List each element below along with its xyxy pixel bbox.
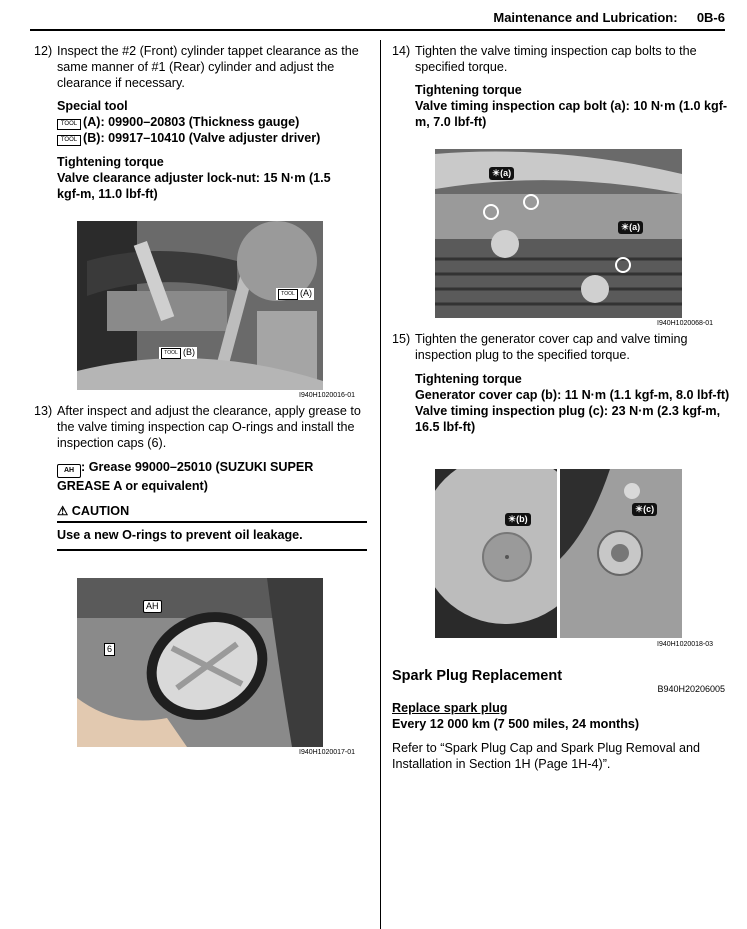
reference-text: Refer to “Spark Plug Cap and Spark Plug Removal and Installation in Section 1H (Page 1H-4)”. <box>392 741 701 771</box>
tool-icon: TOOL <box>278 289 298 300</box>
grease-icon: AH <box>143 600 162 613</box>
step-number: 13) <box>34 404 53 418</box>
label-a: TOOL (A) <box>276 288 314 300</box>
caution-rule-top <box>57 521 367 523</box>
step-number: 15) <box>392 332 411 346</box>
torque-block-1 <box>57 154 357 202</box>
label-a: ☀(a) <box>489 167 514 180</box>
label-6: 6 <box>104 643 115 656</box>
tool-b: (B): 09917–10410 (Valve adjuster driver) <box>83 131 321 145</box>
torque-value: Valve clearance adjuster lock-nut: 15 N·m (1.5 kgf-m, 11.0 lbf-ft) <box>57 171 331 201</box>
header-rule <box>30 29 725 31</box>
special-tool-heading: Special tool <box>57 99 128 113</box>
tool-a: (A): 09900–20803 (Thickness gauge) <box>83 115 300 129</box>
special-tool-block <box>57 98 367 146</box>
photo-caption: I940H1020068-01 <box>657 320 714 327</box>
torque-block-2 <box>415 82 730 130</box>
grease-icon: AH <box>57 464 81 478</box>
section-code: B940H20206005 <box>657 684 725 694</box>
photo-caption: I940H1020017-01 <box>299 749 356 756</box>
tool-icon: TOOL <box>57 119 81 130</box>
photo-caption: I940H1020018-03 <box>657 641 714 648</box>
label-b: TOOL (B) <box>159 347 197 359</box>
label-b: ☀(b) <box>505 513 531 526</box>
step-number: 12) <box>34 44 53 58</box>
step-12 <box>34 43 364 91</box>
torque-block-3 <box>415 371 730 435</box>
caution-title: ⚠ CAUTION <box>57 504 130 518</box>
step-text: Inspect the #2 (Front) cylinder tappet clearance as the same manner of #1 (Rear) cylinder and adjust the clearance if necessary. <box>57 44 359 90</box>
subheading: Replace spark plug <box>392 701 508 715</box>
photo-generator-cap <box>435 469 557 638</box>
step-13 <box>34 403 369 451</box>
grease-block <box>57 459 357 494</box>
tool-icon: TOOL <box>161 348 181 359</box>
torque-heading: Tightening torque <box>415 83 522 97</box>
torque-value-c: Valve timing inspection plug (c): 23 N·m (2.3 kgf-m, 16.5 lbf-ft) <box>415 404 721 434</box>
photo-timing-plug-image <box>560 469 682 638</box>
torque-heading: Tightening torque <box>57 155 164 169</box>
tool-icon: TOOL <box>57 135 81 146</box>
torque-value: Valve timing inspection cap bolt (a): 10 N·m (1.0 kgf-m, 7.0 lbf-ft) <box>415 99 728 129</box>
label-a: ☀(a) <box>618 221 643 234</box>
step-text: Tighten the generator cover cap and valve timing inspection plug to the specified torque. <box>415 332 688 362</box>
section-heading: Spark Plug Replacement <box>392 668 563 684</box>
step-number: 14) <box>392 44 411 58</box>
photo-inspection-cap <box>435 149 682 318</box>
photo-caption: I940H1020016-01 <box>299 392 356 399</box>
grease-text: : Grease 99000–25010 (SUZUKI SUPER GREASE A or equivalent) <box>57 460 314 493</box>
warning-icon: ⚠ <box>57 504 69 518</box>
interval: Every 12 000 km (7 500 miles, 24 months) <box>392 717 640 731</box>
caution-text: Use a new O-rings to prevent oil leakage. <box>57 528 303 542</box>
step-text: After inspect and adjust the clearance, apply grease to the valve timing inspection cap O-rings and install the inspection caps (6). <box>57 404 361 450</box>
page-number: 0B-6 <box>696 10 725 25</box>
photo-tappet-adjust <box>77 221 323 390</box>
label-c: ☀(c) <box>632 503 657 516</box>
column-divider <box>380 40 381 929</box>
caution-rule-bottom <box>57 549 367 551</box>
photo-tappet-adjust-image <box>77 221 323 390</box>
section-title: Maintenance and Lubrication: <box>493 10 678 25</box>
page-header <box>493 10 725 25</box>
photo-inspection-cap-image <box>435 149 682 318</box>
step-15 <box>392 331 722 363</box>
step-text: Tighten the valve timing inspection cap bolts to the specified torque. <box>415 44 697 74</box>
photo-oring-grease <box>77 578 323 747</box>
photo-generator-cap-image <box>435 469 557 638</box>
torque-heading: Tightening torque <box>415 372 522 386</box>
torque-value-b: Generator cover cap (b): 11 N·m (1.1 kgf-m, 8.0 lbf-ft) <box>415 388 730 402</box>
photo-timing-plug <box>560 469 682 638</box>
photo-oring-grease-image <box>77 578 323 747</box>
step-14 <box>392 43 722 75</box>
